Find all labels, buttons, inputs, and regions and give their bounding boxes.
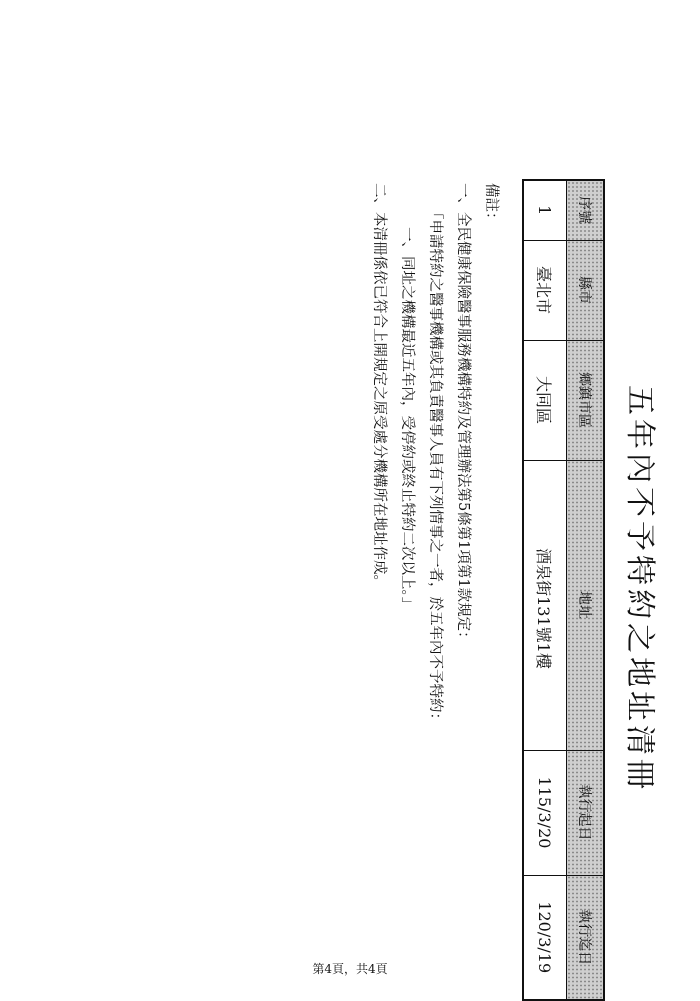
- cell-county: 臺北市: [523, 240, 567, 340]
- header-address: 地址: [567, 460, 605, 750]
- rotated-content: [335, 179, 665, 999]
- cell-address: 酒泉街131號1樓: [523, 460, 567, 750]
- address-table: [522, 179, 605, 1001]
- page-footer: 第4頁，共4頁: [312, 962, 388, 976]
- notes-heading: 備註：: [483, 183, 499, 227]
- cell-district: 大同區: [523, 340, 567, 460]
- header-end-date: 執行迄日: [567, 875, 605, 1000]
- notes-section: [365, 179, 505, 999]
- header-start-date: 執行起日: [567, 750, 605, 875]
- table-row: [523, 180, 567, 1000]
- document-title: 五年內不予特約之地址清冊: [622, 385, 657, 793]
- cell-serial: 1: [523, 180, 567, 240]
- note-item-2: 二、本清冊係依已符合上開規定之原受處分機構所在地址作成。: [371, 183, 387, 589]
- header-district: 鄉鎮市區: [567, 340, 605, 460]
- header-county: 縣市: [567, 240, 605, 340]
- note-item-1-sub: 一、同址之機構最近五年內，受停約或終止特約二次以上。」: [399, 227, 415, 612]
- cell-start-date: 115/3/20: [523, 750, 567, 875]
- note-item-1: 一、全民健康保險醫事服務機構特約及管理辦法第5條第1項第1款規定：: [455, 183, 471, 646]
- note-item-1-quote: 「申請特約之醫事機構或其負責醫事人員有下列情事之一者，於五年內不予特約：: [427, 205, 443, 727]
- table-header-row: [567, 180, 605, 1000]
- cell-end-date: 120/3/19: [523, 875, 567, 1000]
- header-serial: 序號: [567, 180, 605, 240]
